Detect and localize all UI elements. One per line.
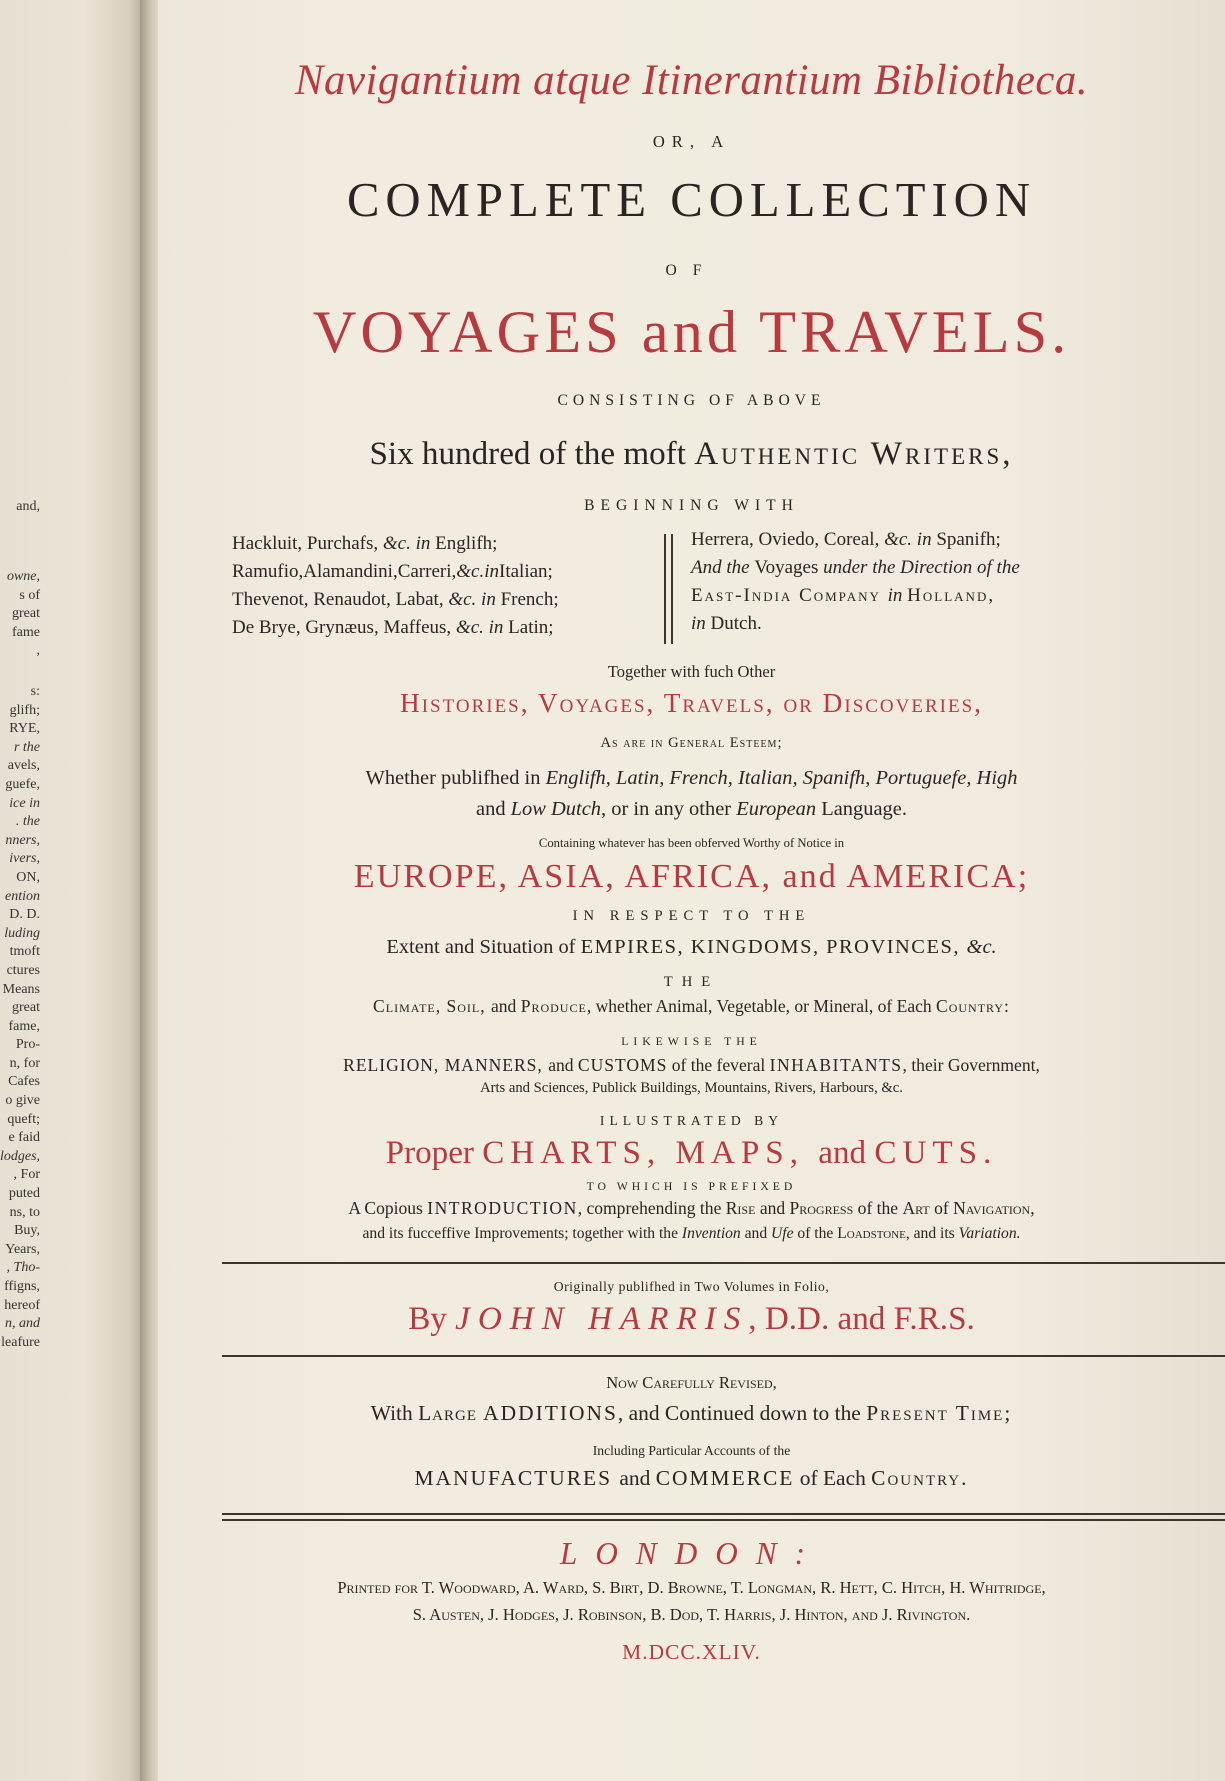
- in-respect-line: IN RESPECT TO THE: [572, 908, 811, 924]
- writer-text: &c. in: [448, 589, 501, 610]
- and-text: and: [476, 798, 511, 820]
- language-text: Language.: [816, 798, 907, 820]
- inhabitants-text: INHABITANTS: [769, 1055, 903, 1075]
- author-line: [158, 1300, 1225, 1338]
- commerce-text: COMMERCE: [655, 1466, 795, 1490]
- left-page-fragment: great: [12, 606, 40, 622]
- consisting-line: CONSISTING OF ABOVE: [557, 392, 826, 409]
- writer-text: Englifh;: [435, 533, 498, 554]
- extent-text: Extent and Situation of: [386, 936, 581, 958]
- writer-row: [691, 582, 1020, 610]
- left-page-fragment: . the: [15, 814, 40, 830]
- present-time-text: Present Time;: [866, 1401, 1013, 1425]
- religion-line: [158, 1055, 1225, 1076]
- introduction-text: INTRODUCTION: [427, 1198, 578, 1218]
- copious-text: A Copious: [348, 1198, 428, 1218]
- left-page-fragment: fame,: [8, 1018, 40, 1034]
- the-line: THE: [663, 974, 720, 990]
- writer-text: And the: [691, 557, 755, 578]
- rise-text: Rise: [725, 1198, 756, 1218]
- writer-text: in: [691, 613, 711, 634]
- continents-line: EUROPE, ASIA, AFRICA, and AMERICA;: [353, 858, 1030, 895]
- writer-row: [691, 526, 1020, 554]
- left-page-fragment: , For: [13, 1167, 40, 1183]
- general-esteem-line: As are in General Esteem;: [600, 735, 783, 751]
- left-page-fragment: avels,: [7, 758, 40, 774]
- six-hundred-line: [158, 435, 1225, 473]
- left-page-fragment: Cafes: [8, 1074, 40, 1090]
- six-hundred-text: Six hundred of the moft: [369, 435, 686, 472]
- column-divider-1: [664, 534, 666, 644]
- left-page-fragment: nners,: [5, 832, 40, 848]
- additions-line: [158, 1401, 1225, 1426]
- manufactures-country-text: Country.: [871, 1466, 969, 1490]
- country-text: Country:: [936, 996, 1010, 1016]
- by-text: By: [408, 1300, 456, 1337]
- latin-title: Navigantium atque Itinerantium Bibliotheca.: [294, 57, 1089, 104]
- and-text-2: and: [740, 1225, 772, 1242]
- divider-rule-3: [222, 1513, 1225, 1515]
- additions-text: ADDITIONS: [477, 1401, 618, 1425]
- whether-animal-text: , whether Animal, Vegetable, or Mineral, of Each: [586, 996, 937, 1016]
- arts-line: Arts and Sciences, Publick Buildings, Mountains, Rivers, Harbours, &c.: [480, 1080, 903, 1096]
- government-text: , their Government,: [902, 1055, 1040, 1075]
- writer-text: East-India Company: [691, 585, 888, 606]
- cuts-text: CUTS.: [874, 1134, 998, 1171]
- languages-line-2: [158, 798, 1225, 821]
- writers-left-column: [232, 530, 559, 642]
- left-page-fragment: n, for: [9, 1055, 40, 1071]
- printed-for-line-1: Printed for T. Woodward, A. Ward, S. Birt, D. Browne, T. Longman, R. Hett, C. Hitch, H. Whitridge,: [337, 1578, 1046, 1597]
- divider-rule-2: [222, 1355, 1225, 1357]
- of-the-text-2: of the: [793, 1225, 838, 1242]
- revised-line: Now Carefully Revised,: [606, 1373, 777, 1392]
- left-page-fragment: Years,: [5, 1241, 40, 1257]
- with-text: With: [370, 1401, 419, 1425]
- writer-text: Hackluit, Purchafs,: [232, 533, 383, 554]
- low-dutch-text: Low Dutch: [510, 798, 602, 820]
- left-page-fragment: Means: [2, 981, 40, 997]
- charts-line: [158, 1134, 1225, 1172]
- writer-text: Dutch.: [710, 613, 762, 634]
- left-page-fragment: ctures: [6, 962, 40, 978]
- prefixed-line: TO WHICH IS PREFIXED: [586, 1180, 797, 1193]
- customs-text: CUSTOMS: [577, 1055, 668, 1075]
- and-its-text: , and its: [905, 1225, 959, 1242]
- writer-text: Holland,: [907, 585, 996, 606]
- histories-line: Histories, Voyages, Travels, or Discoveries,: [400, 688, 983, 718]
- column-divider-2: [671, 534, 673, 644]
- writer-text: Thevenot, Renaudot, Labat,: [232, 589, 449, 610]
- improvements-text: and its fucceffive Improvements; together with the: [362, 1225, 682, 1242]
- invention-text: Invention: [681, 1225, 741, 1242]
- left-page-fragment: ns, to: [9, 1204, 40, 1220]
- left-page-fragment: Buy,: [14, 1223, 40, 1239]
- art-text: Art: [902, 1198, 930, 1218]
- several-text: of the feveral: [667, 1055, 770, 1075]
- writer-row: [232, 586, 559, 614]
- left-page-fragment: owne,: [6, 569, 40, 584]
- religion-manners-text: RELIGION, MANNERS,: [343, 1055, 549, 1075]
- writer-text: Italian;: [499, 561, 553, 582]
- left-page-fragment: hereof: [4, 1297, 40, 1313]
- together-line: Together with fuch Other: [607, 662, 776, 681]
- left-page-fragment: ON,: [16, 869, 40, 885]
- left-page-fragment: queft;: [7, 1111, 40, 1127]
- title-page: [158, 0, 1225, 1781]
- produce-text: Produce: [520, 996, 587, 1016]
- writer-text: Voyages: [754, 557, 824, 578]
- comprehending-text: , comprehending the: [577, 1198, 726, 1218]
- writer-text: Latin;: [508, 617, 554, 638]
- publication-year: M.DCC.XLIV.: [622, 1640, 761, 1664]
- writer-row: [232, 530, 559, 558]
- charts-and-text: and: [818, 1134, 875, 1171]
- divider-rule-1: [222, 1262, 1225, 1264]
- climate-and-text: and: [491, 996, 521, 1016]
- divider-rule-4: [222, 1519, 1225, 1521]
- writer-row: [232, 558, 559, 586]
- charts-maps-text: CHARTS, MAPS,: [482, 1134, 819, 1171]
- writer-text: Spanifh;: [936, 529, 1001, 550]
- writer-text: &c. in: [884, 529, 937, 550]
- writer-text: &c.in: [456, 561, 499, 582]
- writer-row: [691, 610, 1020, 638]
- originally-line: Originally publifhed in Two Volumes in Folio,: [553, 1279, 830, 1294]
- writer-row: [691, 554, 1020, 582]
- left-page-fragment: D. D.: [9, 907, 40, 923]
- writer-text: &c. in: [455, 617, 509, 638]
- complete-collection-heading: COMPLETE COLLECTION: [346, 173, 1037, 227]
- left-page-fragment: r the: [13, 739, 40, 755]
- writers-right-column: [691, 526, 1020, 638]
- left-page-fragment: Pro-: [15, 1037, 40, 1053]
- left-page-fragment: n, and: [5, 1316, 40, 1332]
- left-page-fragments-top: [0, 498, 40, 517]
- of-text: of: [929, 1198, 954, 1218]
- left-page-fragment: lodges,: [0, 1148, 41, 1164]
- use-text: Ufe: [771, 1225, 794, 1242]
- left-page-fragment: tmoft: [9, 944, 40, 960]
- writer-text: Ramufio,Alamandini,Carreri,: [232, 561, 457, 582]
- left-page-fragment: , Tho-: [6, 1260, 40, 1276]
- london-line: LONDON:: [560, 1536, 823, 1571]
- continued-text: , and Continued down to the: [617, 1401, 867, 1425]
- introduction-line-2: [158, 1225, 1225, 1243]
- progress-text: Progress: [789, 1198, 854, 1218]
- left-page-fragment: e faid: [8, 1130, 40, 1146]
- illustrated-line: ILLUSTRATED BY: [599, 1113, 784, 1128]
- beginning-with-line: BEGINNING WITH: [584, 497, 799, 514]
- left-page-fragment: ivers,: [9, 851, 40, 867]
- manufactures-and-text: and: [619, 1466, 656, 1490]
- etc-text: &c.: [966, 936, 997, 958]
- introduction-line-1: [158, 1198, 1225, 1219]
- authentic-writers-text: Authentic Writers,: [694, 435, 1014, 472]
- whether-published-text: Whether publifhed in: [365, 767, 546, 789]
- john-harris-text: JOHN HARRIS: [455, 1300, 749, 1337]
- writer-text: Herrera, Oviedo, Coreal,: [691, 529, 885, 550]
- left-page-fragments-lower: [0, 683, 40, 1352]
- left-page-fragment: fame: [12, 624, 40, 640]
- left-page-fragment: luding: [4, 925, 40, 941]
- and-text-1: and: [755, 1198, 790, 1218]
- writer-text: French;: [500, 589, 559, 610]
- writer-text: De Brye, Grynæus, Maffeus,: [232, 617, 456, 638]
- left-page-fragment: ,: [36, 643, 40, 659]
- manufactures-line: [158, 1466, 1225, 1491]
- left-page-fragment: glifh;: [9, 702, 40, 718]
- navigation-text: Navigation,: [953, 1198, 1035, 1218]
- religion-and-text: and: [548, 1055, 578, 1075]
- of-the-text: of the: [853, 1198, 903, 1218]
- language-names-text: Englifh, Latin, French, Italian, Spanifh, Portuguefe, High: [545, 767, 1018, 789]
- left-page-fragment: ice in: [9, 795, 40, 811]
- book-gutter: [140, 0, 160, 1781]
- voyages-travels-heading: VOYAGES and TRAVELS.: [312, 299, 1071, 366]
- likewise-line: LIKEWISE THE: [621, 1035, 762, 1048]
- large-text: Large: [418, 1401, 477, 1425]
- left-page-fragment: puted: [8, 1186, 40, 1202]
- left-page-fragment: leafure: [1, 1334, 40, 1350]
- manufactures-text: MANUFACTURES: [414, 1466, 620, 1490]
- left-page-fragment: s of: [19, 587, 40, 603]
- degrees-text: , D.D. and F.R.S.: [748, 1300, 975, 1337]
- or-a-line: OR, A: [652, 132, 731, 151]
- left-page-fragment: ention: [5, 888, 40, 904]
- extent-line: [158, 936, 1225, 959]
- containing-line: Containing whatever has been obferved Worthy of Notice in: [538, 836, 845, 850]
- writer-text: under the Direction of the: [823, 557, 1020, 578]
- left-page-fragment: guefe,: [5, 776, 40, 792]
- european-text: European: [736, 798, 817, 820]
- left-page-fragment: great: [12, 1000, 40, 1016]
- of-line: OF: [665, 262, 718, 279]
- left-page-fragment: s:: [30, 684, 40, 699]
- left-page-fragments-main: [0, 568, 40, 661]
- proper-text: Proper: [385, 1134, 483, 1171]
- writer-row: [232, 614, 559, 642]
- climate-line: [158, 996, 1225, 1017]
- left-page-fragment: ffigns,: [4, 1279, 40, 1294]
- including-line: Including Particular Accounts of the: [592, 1443, 791, 1458]
- left-facing-page: [0, 0, 140, 1781]
- variation-text: Variation.: [958, 1225, 1021, 1242]
- climate-soil-text: Climate, Soil,: [373, 996, 492, 1016]
- left-page-fragment: and,: [16, 499, 40, 514]
- empires-text: EMPIRES, KINGDOMS, PROVINCES,: [580, 936, 967, 958]
- writer-text: in: [887, 585, 908, 606]
- languages-line-1: [158, 767, 1225, 790]
- writer-text: &c. in: [382, 533, 436, 554]
- other-text: , or in any other: [601, 798, 737, 820]
- left-page-fragment: o give: [5, 1093, 40, 1109]
- left-page-fragment: RYE,: [9, 721, 40, 737]
- loadstone-text: Loadstone: [837, 1225, 906, 1242]
- of-each-text: of Each: [794, 1466, 872, 1490]
- printed-for-line-2: S. Austen, J. Hodges, J. Robinson, B. Dod, T. Harris, J. Hinton, and J. Rivington.: [412, 1605, 971, 1624]
